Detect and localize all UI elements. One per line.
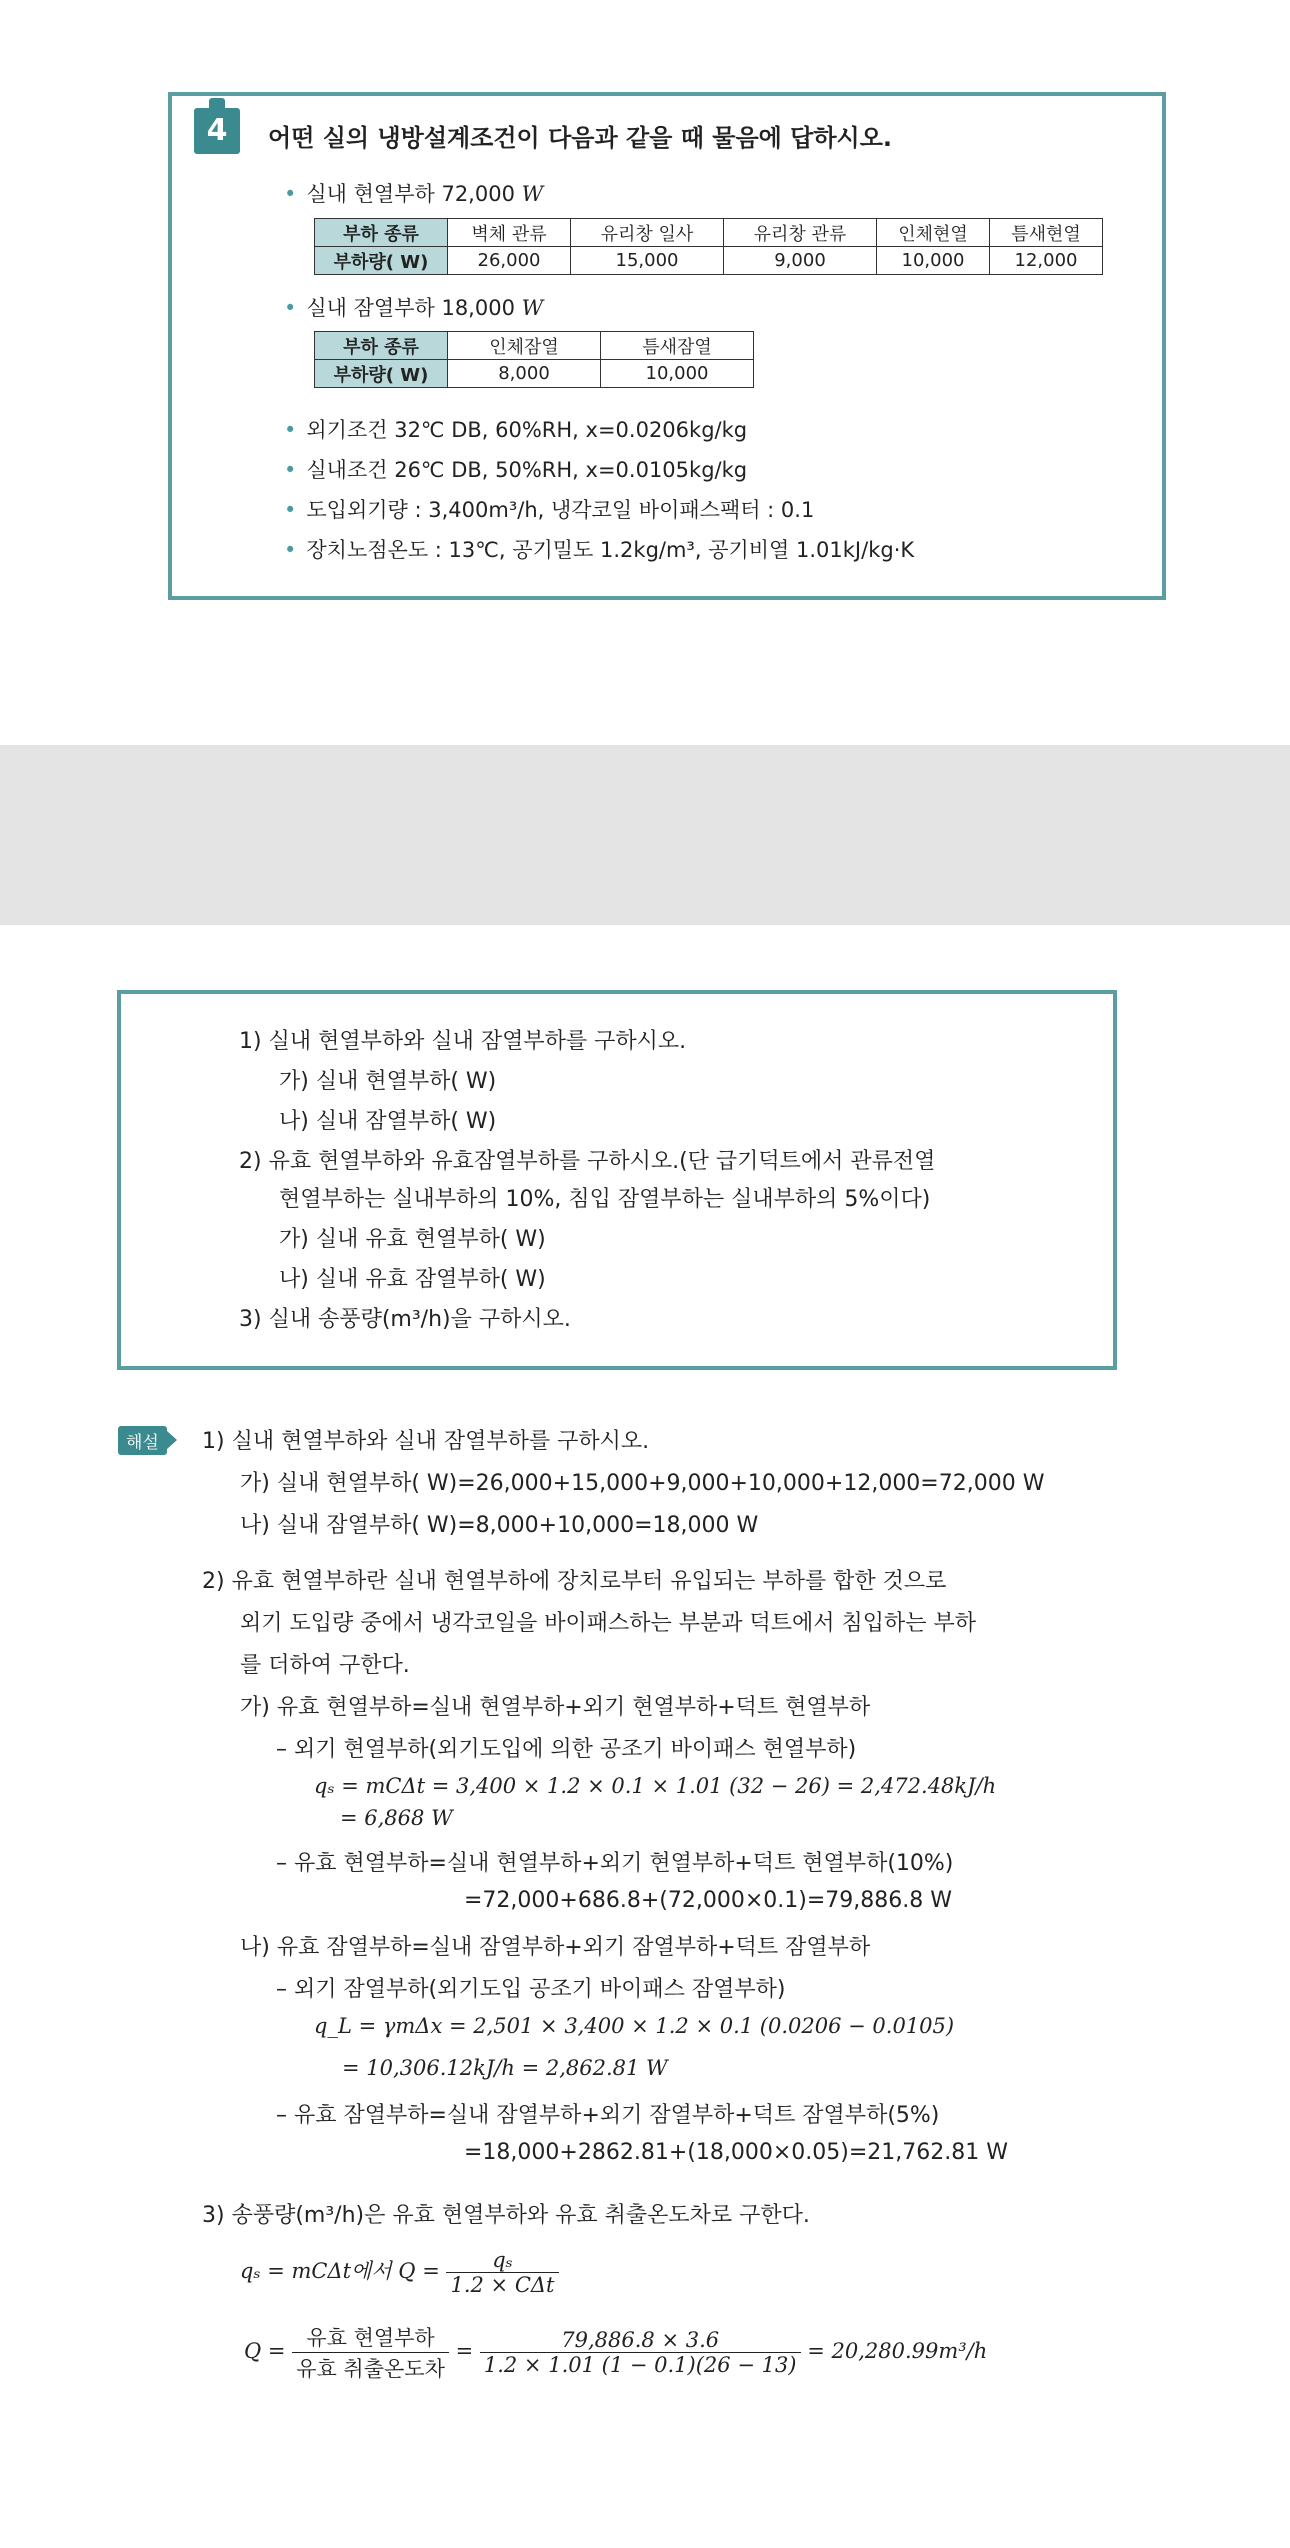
condition-outdoor-air: • 도입외기량 : 3,400m³/h, 냉각코일 바이패스팩터 : 0.1: [284, 498, 815, 522]
fraction: $\frac{\text{유효 현열부하}}{\text{유효 취출온도차}}$: [292, 2322, 449, 2383]
bullet-icon: •: [284, 418, 297, 442]
solution-line: – 외기 현열부하(외기도입에 의한 공조기 바이패스 현열부하): [276, 1737, 857, 1762]
formula-line: q_L = γmΔx = 2,501 × 3,400 × 1.2 × 0.1 (0.0206 − 0.0105): [314, 2014, 955, 2038]
table-cell: 부하량( W): [315, 247, 448, 275]
solution-line: – 외기 잠열부하(외기도입 공조기 바이패스 잠열부하): [276, 1977, 786, 2002]
problem-number-badge: 4: [194, 108, 240, 154]
table-cell: 틈새현열: [990, 219, 1103, 247]
condition-outdoor: • 외기조건 32℃ DB, 60%RH, x=0.0206kg/kg: [284, 418, 748, 442]
table-cell: 10,000: [877, 247, 990, 275]
solution-line: =18,000+2862.81+(18,000×0.05)=21,762.81 W: [464, 2140, 1008, 2165]
solution-line: 2) 유효 현열부하란 실내 현열부하에 장치로부터 유입되는 부하를 합한 것으로: [202, 1569, 947, 1594]
bullet-icon: •: [284, 498, 297, 522]
table-cell: 틈새잠열: [601, 332, 754, 360]
table-row: [315, 360, 754, 388]
fraction: $\frac{\text{qₛ}}{\text{1.2 × CΔt}}$: [446, 2248, 558, 2297]
sensible-load-table: [314, 218, 1103, 275]
table-row: [315, 219, 1103, 247]
page-top: [0, 0, 1290, 745]
question-line: 3) 실내 송풍량(m³/h)을 구하시오.: [239, 1307, 571, 1332]
table-cell: 부하 종류: [315, 332, 448, 360]
table-cell: 부하량( W): [315, 360, 448, 388]
table-cell: 인체잠열: [448, 332, 601, 360]
formula-line: = 6,868 W: [340, 1806, 453, 1830]
solution-badge: 해설: [118, 1426, 167, 1455]
formula-line: qₛ = mCΔt = 3,400 × 1.2 × 0.1 × 1.01 (32 − 26) = 2,472.48kJ/h: [314, 1774, 997, 1798]
solution-line: – 유효 현열부하=실내 현열부하+외기 현열부하+덕트 현열부하(10%): [276, 1851, 954, 1876]
question-line: 나) 실내 유효 잠열부하( W): [279, 1267, 546, 1292]
table-cell: 15,000: [571, 247, 724, 275]
table-cell: 부하 종류: [315, 219, 448, 247]
latent-load-table: [314, 331, 754, 388]
problem-title: 어떤 실의 냉방설계조건이 다음과 같을 때 물음에 답하시오.: [268, 124, 893, 152]
table-row: [315, 247, 1103, 275]
formula-airflow-1: qₛ = mCΔt에서 Q = $\frac{\text{qₛ}}{\text{1.2 × CΔt}}$: [240, 2248, 559, 2297]
table-cell: 8,000: [448, 360, 601, 388]
solution-line: – 유효 잠열부하=실내 잠열부하+외기 잠열부하+덕트 잠열부하(5%): [276, 2103, 940, 2128]
bullet-icon: •: [284, 538, 297, 562]
question-line: 1) 실내 현열부하와 실내 잠열부하를 구하시오.: [239, 1029, 687, 1054]
table-cell: 유리창 관류: [724, 219, 877, 247]
latent-heading: • 실내 잠열부하 18,000 W: [284, 296, 544, 320]
table-row: [315, 332, 754, 360]
bullet-icon: •: [284, 182, 297, 206]
formula-line: = 10,306.12kJ/h = 2,862.81 W: [342, 2056, 668, 2080]
problem-box: [168, 92, 1166, 600]
table-cell: 12,000: [990, 247, 1103, 275]
table-cell: 26,000: [448, 247, 571, 275]
fraction: $\frac{79,886.8 \times 3.6}{1.2 \times 1.01 (1 - 0.1)(26 - 13)}$: [480, 2328, 801, 2377]
question-line: 가) 실내 현열부하( W): [279, 1069, 497, 1094]
condition-indoor: • 실내조건 26℃ DB, 50%RH, x=0.0105kg/kg: [284, 458, 748, 482]
solution-line: 가) 유효 현열부하=실내 현열부하+외기 현열부하+덕트 현열부하: [240, 1695, 871, 1720]
solution-line: 가) 실내 현열부하( W)=26,000+15,000+9,000+10,000+12,000=72,000 W: [240, 1471, 1045, 1496]
question-box: [117, 990, 1117, 1370]
question-line: 나) 실내 잠열부하( W): [279, 1109, 497, 1134]
solution-line: 외기 도입량 중에서 냉각코일을 바이패스하는 부분과 덕트에서 침입하는 부하: [240, 1611, 977, 1636]
question-line: 가) 실내 유효 현열부하( W): [279, 1227, 546, 1252]
bullet-icon: •: [284, 458, 297, 482]
solution-line: 나) 실내 잠열부하( W)=8,000+10,000=18,000 W: [240, 1513, 759, 1538]
solution-line: 3) 송풍량(m³/h)은 유효 현열부하와 유효 취출온도차로 구한다.: [202, 2203, 810, 2228]
question-line: 현열부하는 실내부하의 10%, 침입 잠열부하는 실내부하의 5%이다): [279, 1187, 931, 1212]
solution-line: =72,000+686.8+(72,000×0.1)=79,886.8 W: [464, 1888, 952, 1913]
condition-dewpoint: • 장치노점온도 : 13℃, 공기밀도 1.2kg/m³, 공기비열 1.01kJ/kg·K: [284, 538, 915, 562]
table-cell: 9,000: [724, 247, 877, 275]
solution-line: 나) 유효 잠열부하=실내 잠열부하+외기 잠열부하+덕트 잠열부하: [240, 1935, 871, 1960]
solution-line: 를 더하여 구한다.: [240, 1653, 410, 1678]
question-line: 2) 유효 현열부하와 유효잠열부하를 구하시오.(단 급기덕트에서 관류전열: [239, 1149, 936, 1174]
table-cell: 인체현열: [877, 219, 990, 247]
bullet-icon: •: [284, 296, 297, 320]
table-cell: 벽체 관류: [448, 219, 571, 247]
solution-line: 1) 실내 현열부하와 실내 잠열부하를 구하시오.: [202, 1429, 650, 1454]
sensible-heading: • 실내 현열부하 72,000 W: [284, 182, 544, 206]
table-cell: 유리창 일사: [571, 219, 724, 247]
table-cell: 10,000: [601, 360, 754, 388]
formula-airflow-2: Q = $\frac{\text{유효 현열부하}}{\text{유효 취출온도차}}$ = $\frac{79,886.8 \times 3.6}{1.2 \times 1.01 (1 - 0.1)(26 - 13)}$ = 20,280.99m³/h: [244, 2322, 987, 2383]
